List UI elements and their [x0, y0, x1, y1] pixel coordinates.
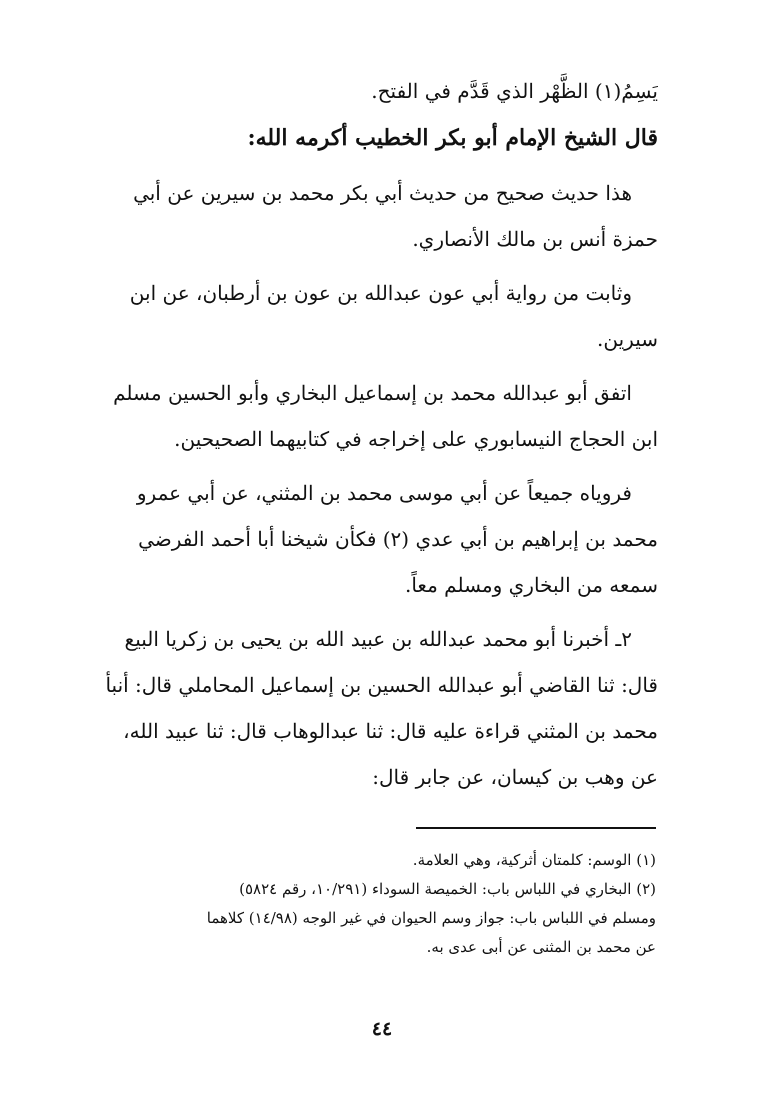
page-number: ٤٤	[371, 1018, 393, 1040]
paragraph-5	[80, 616, 658, 800]
text-line: حمزة أنس بن مالك الأنصاري.	[412, 227, 658, 251]
footnote-divider	[416, 827, 656, 829]
text-line: يَسِمُ(١) الظَّهْر الذي قَدَّم في الفتح.	[371, 79, 658, 103]
text-line: محمد بن إبراهيم بن أبي عدي (٢) فكأن شيخنا أبا أحمد الفرضي	[138, 527, 658, 551]
text-line: ابن الحجاج النيسابوري على إخراجه في كتابيهما الصحيحين.	[174, 427, 658, 451]
main-text	[80, 68, 658, 800]
text-line: هذا حديث صحيح من حديث أبي بكر محمد بن سيرين عن أبي	[133, 181, 632, 205]
text-line: سمعه من البخاري ومسلم معاً.	[404, 573, 658, 597]
footnotes	[86, 846, 656, 962]
paragraph-3	[80, 370, 658, 462]
text-line: محمد بن المثني قراءة عليه قال: ثنا عبدالوهاب قال: ثنا عبيد الله،	[123, 719, 658, 743]
footnote-2-continued: عن محمد بن المثنى عن أبى عدى به.	[426, 938, 656, 956]
text-line: فروياه جميعاً عن أبي موسى محمد بن المثني، عن أبي عمرو	[136, 481, 632, 505]
footnote-1: (١) الوسم: كلمتان أثركية، وهي العلامة.	[412, 851, 656, 869]
footnote-2-continued: ومسلم في اللباس باب: جواز وسم الحيوان في غير الوجه (١٤/٩٨) كلاهما	[206, 909, 656, 927]
footnote-2: (٢) البخاري في اللباس باب: الخميصة السوداء (١٠/٢٩١، رقم ٥٨٢٤)	[239, 880, 656, 898]
paragraph-2	[80, 270, 658, 362]
text-line: وثابت من رواية أبي عون عبدالله بن عون بن أرطبان، عن ابن	[129, 281, 632, 305]
text-line: سيرين.	[597, 327, 658, 351]
text-line: ٢ـ أخبرنا أبو محمد عبدالله بن عبيد الله بن يحيى بن زكريا البيع	[124, 627, 632, 651]
text-line: عن وهب بن كيسان، عن جابر قال:	[372, 765, 658, 789]
text-line: قال: ثنا القاضي أبو عبدالله الحسين بن إسماعيل المحاملي قال: أنبأ	[105, 673, 658, 697]
paragraph-4	[80, 470, 658, 608]
section-heading: قال الشيخ الإمام أبو بكر الخطيب أكرمه الله:	[247, 125, 658, 151]
text-line: اتفق أبو عبدالله محمد بن إسماعيل البخاري وأبو الحسين مسلم	[113, 381, 632, 405]
paragraph-1	[80, 170, 658, 262]
